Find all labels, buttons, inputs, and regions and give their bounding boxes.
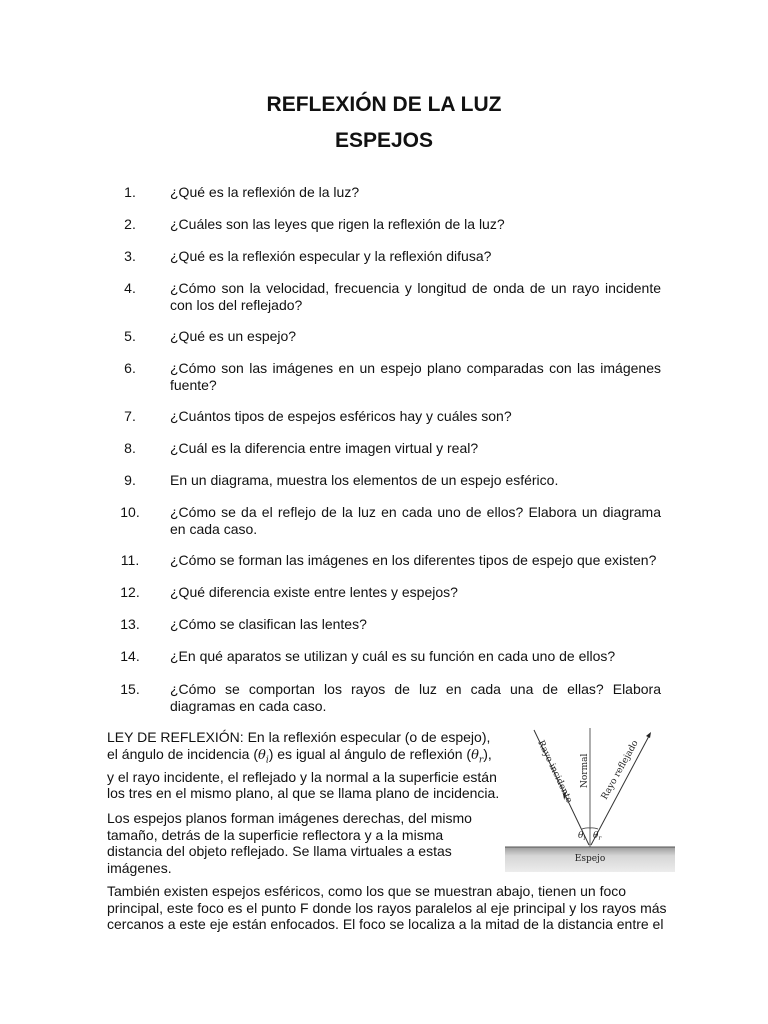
question-text: ¿Cómo son las imágenes en un espejo plano comparadas con las imágenes fuente?: [170, 360, 661, 393]
law-line-2: [107, 746, 499, 769]
normal-label: Normal: [580, 753, 590, 788]
question-text: ¿Qué es la reflexión especular y la reflexión difusa?: [170, 248, 492, 264]
theta-i-label: $\theta_i$: [578, 831, 586, 842]
flat-mirrors-paragraph: [107, 810, 472, 876]
law-line-2-text-b: ) es igual al ángulo de reflexión (: [268, 745, 472, 762]
law-line-4: los tres en el mismo plano, al que se llama plano de incidencia.: [107, 785, 500, 802]
reflected-ray: [591, 736, 649, 845]
question-text: ¿Cómo se forman las imágenes en los diferentes tipos de espejo que existen?: [170, 552, 657, 568]
page-subtitle: ESPEJOS: [334, 129, 434, 152]
spherical-line-1: También existen espejos esféricos, como los que se muestran abajo, tienen un foco: [107, 883, 627, 899]
question-text: ¿Cómo se comportan los rayos de luz en cada una de ellas? Elabora diagramas en cada caso.: [170, 681, 661, 714]
theta-i-symbol: $\theta_i$: [258, 747, 269, 766]
question-text: ¿Cómo son la velocidad, frecuencia y longitud de onda de un rayo incidente con los del reflejado?: [170, 280, 661, 313]
spherical-line-2: principal, este foco es el punto F donde los rayos paralelos al eje principal y los rayos más: [107, 899, 667, 916]
theta-r-symbol: $\theta_r$: [471, 747, 484, 766]
theta-r-label: $\theta_r$: [593, 831, 602, 842]
question-text: ¿Qué es la reflexión de la luz?: [170, 184, 360, 200]
flat-mirrors-line-4: imágenes.: [107, 859, 172, 876]
question-number: 6.: [124, 360, 136, 376]
question-number: 2.: [124, 216, 136, 232]
question-text: ¿Cuál es la diferencia entre imagen virtual y real?: [170, 440, 479, 456]
law-line-3: y el rayo incidente, el reflejado y la normal a la superficie están: [107, 768, 497, 785]
reflected-arrow-icon: [646, 732, 651, 738]
law-paragraph: [107, 729, 499, 802]
mirror-label: Espejo: [574, 854, 606, 864]
question-number: 9.: [124, 472, 136, 488]
flat-mirrors-line-3: distancia del objeto reflejado. Se llama virtuales a estas: [107, 843, 452, 859]
question-number: 5.: [124, 328, 136, 344]
question-text: ¿En qué aparatos se utilizan y cuál es su función en cada uno de ellos?: [170, 648, 616, 664]
flat-mirrors-line-2: tamaño, detrás de la superficie reflectora y a la misma: [107, 826, 444, 843]
question-number: 3.: [124, 248, 136, 264]
question-number: 11.: [120, 552, 140, 568]
law-line-2-text-c: ),: [483, 745, 492, 762]
spherical-mirrors-paragraph: [107, 883, 667, 933]
reflection-diagram: [498, 720, 678, 872]
question-text: ¿Cómo se da el reflejo de la luz en cada uno de ellos? Elabora un diagrama en cada caso.: [170, 504, 661, 537]
law-line-2-text-a: el ángulo de incidencia (: [107, 745, 258, 762]
flat-mirrors-line-1: Los espejos planos forman imágenes derechas, del mismo: [107, 810, 472, 826]
question-number: 15.: [120, 681, 140, 697]
page-title: REFLEXIÓN DE LA LUZ: [266, 93, 502, 116]
question-number: 7.: [124, 408, 136, 424]
question-number: 8.: [124, 440, 136, 456]
question-number: 13.: [120, 616, 140, 632]
law-line-1: LEY DE REFLEXIÓN: En la reflexión especular (o de espejo),: [107, 729, 491, 745]
theta-r-arc: [590, 828, 598, 829]
question-number: 1.: [124, 184, 136, 200]
question-text: ¿Cuántos tipos de espejos esféricos hay y cuáles son?: [170, 408, 512, 424]
question-text: ¿Qué diferencia existe entre lentes y espejos?: [170, 584, 458, 600]
question-text: En un diagrama, muestra los elementos de un espejo esférico.: [170, 472, 559, 488]
question-number: 4.: [124, 280, 136, 296]
question-number: 10.: [120, 504, 140, 520]
question-text: ¿Cuáles son las leyes que rigen la reflexión de la luz?: [170, 216, 505, 232]
question-text: ¿Cómo se clasifican las lentes?: [170, 616, 367, 632]
question-number: 14.: [120, 648, 140, 664]
spherical-line-3: cercanos a este eje están enfocados. El foco se localiza a la mitad de la distancia entre el: [107, 916, 664, 932]
theta-i-arc: [582, 828, 590, 829]
question-text: ¿Qué es un espejo?: [170, 328, 297, 344]
incident-ray-label: Rayo incidente: [535, 738, 574, 805]
reflected-ray-label: Rayo reflejado: [599, 738, 641, 802]
question-number: 12.: [120, 584, 140, 600]
